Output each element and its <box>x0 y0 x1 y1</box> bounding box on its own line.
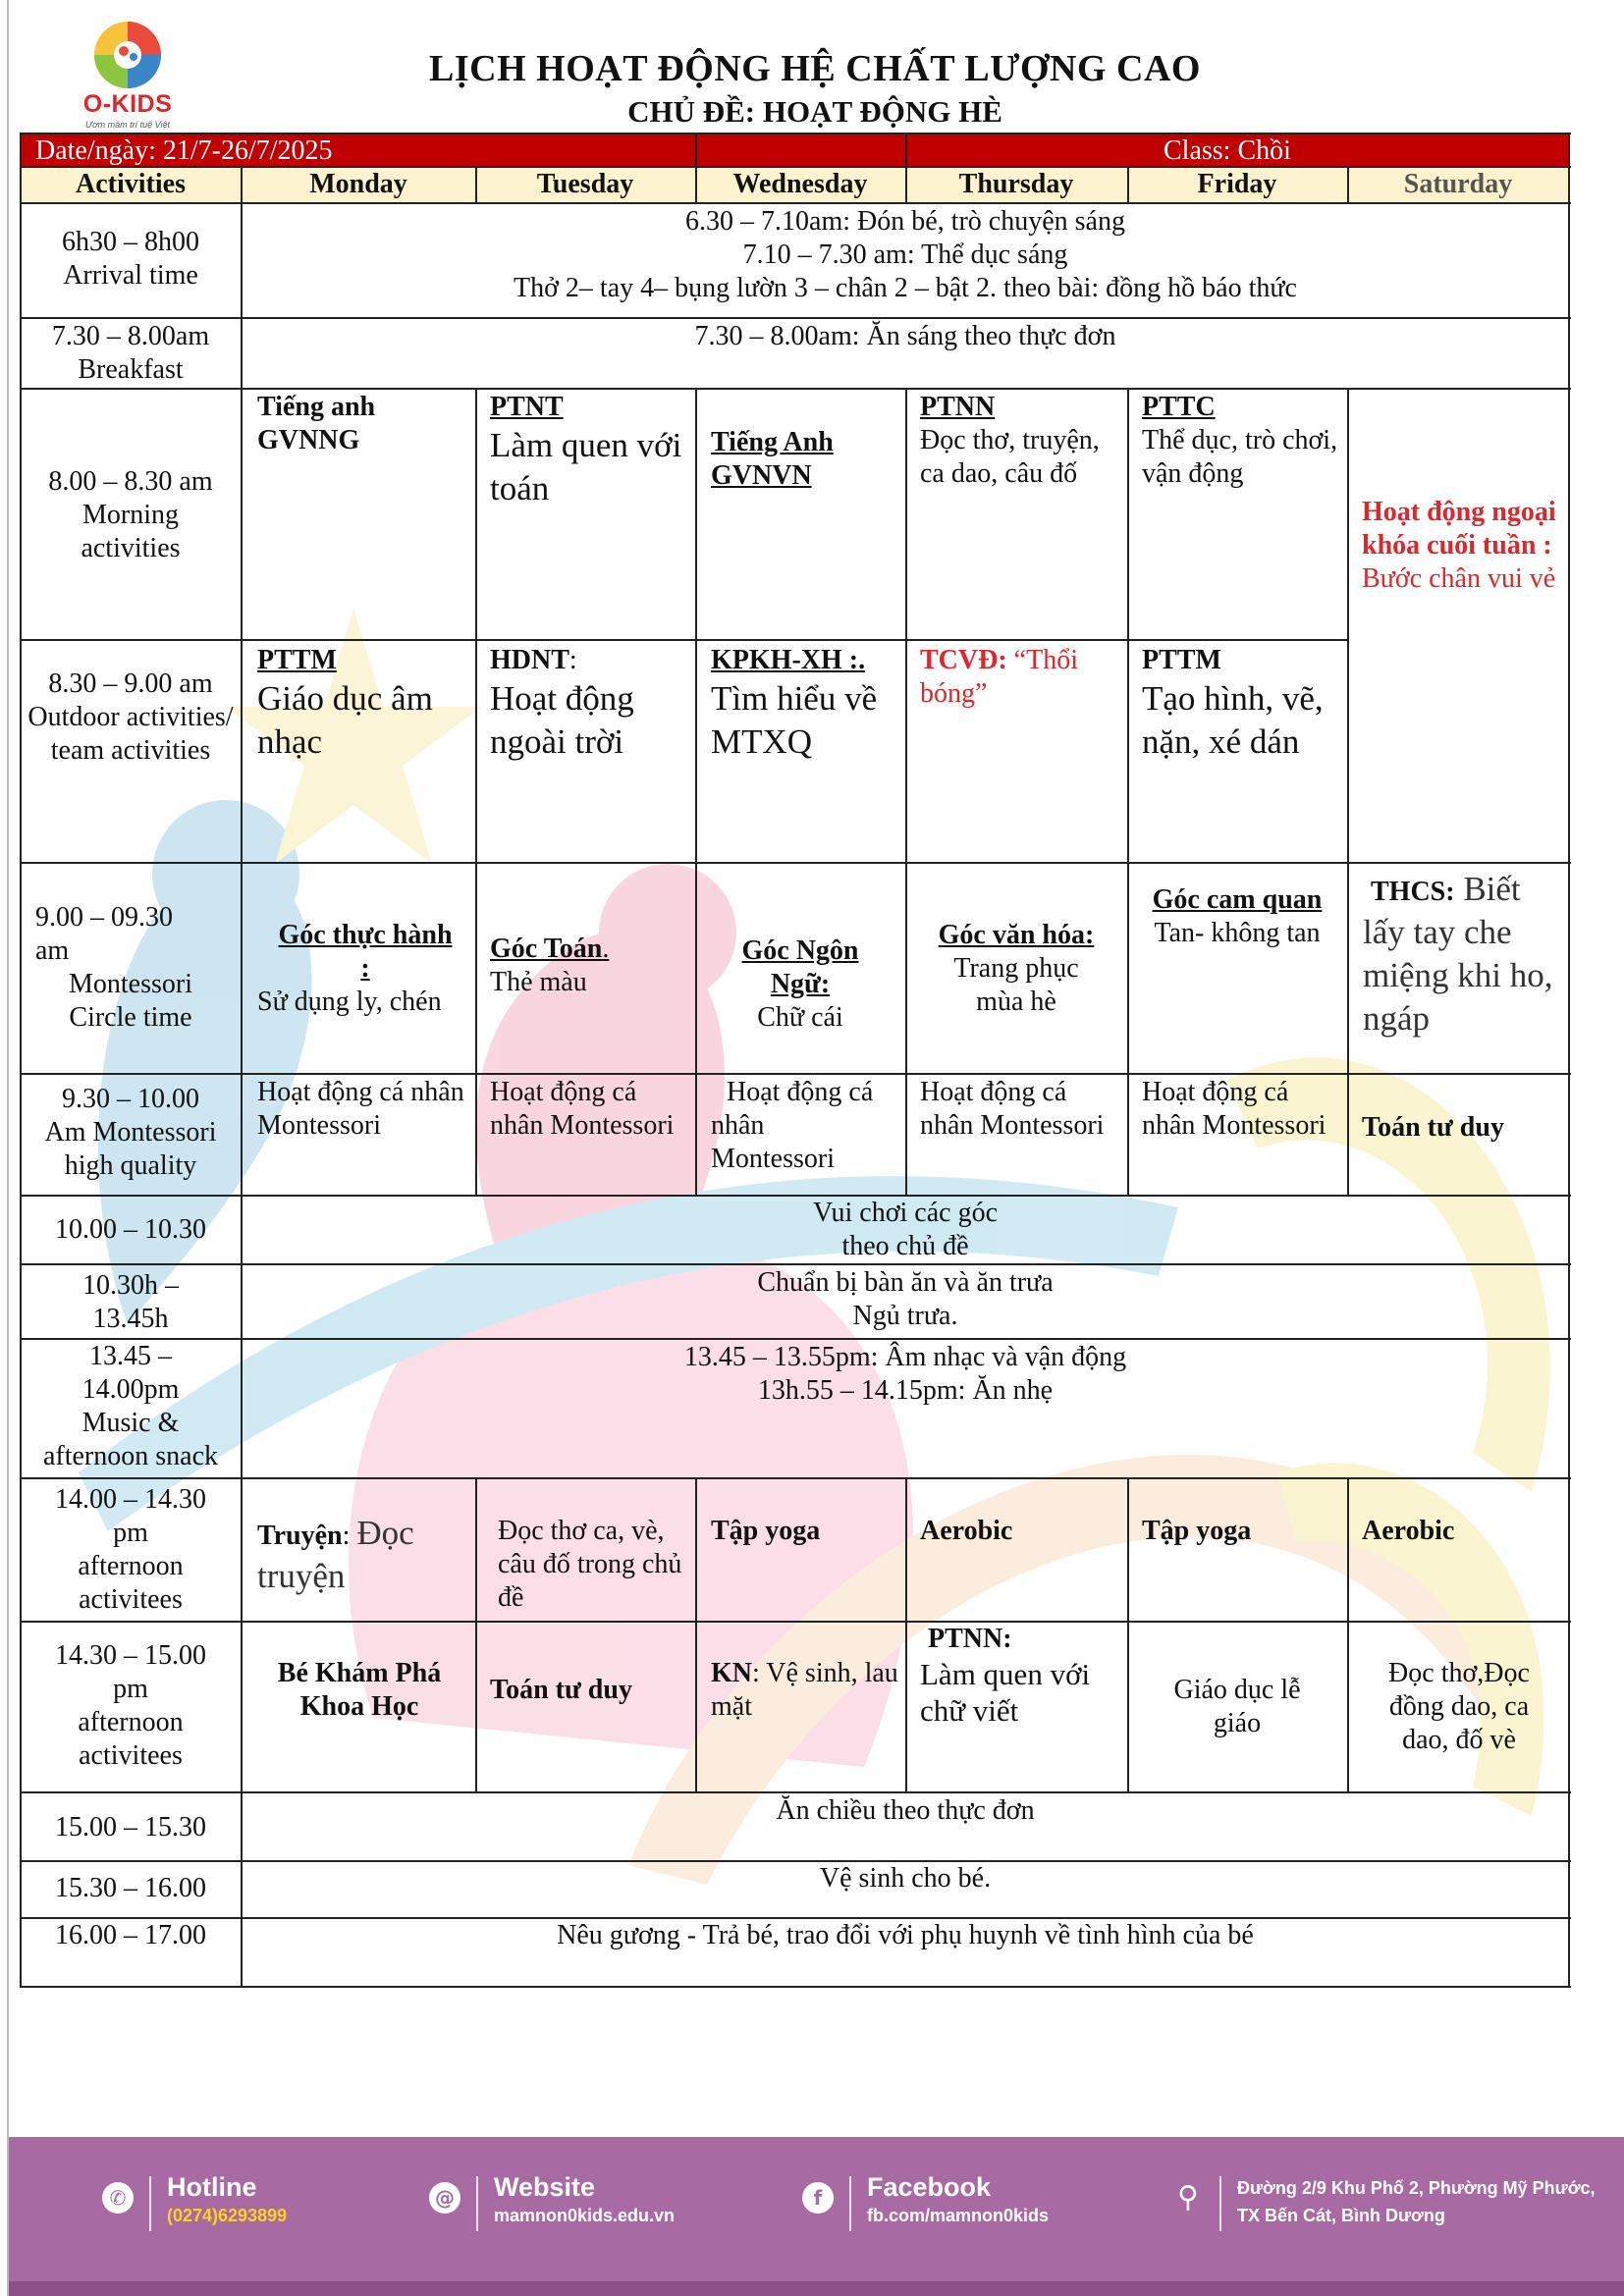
morning-friday-head: PTTC <box>1142 392 1216 422</box>
breakfast-content: 7.30 – 8.00am: Ăn sáng theo thực đơn <box>694 321 1116 351</box>
logo-mark-icon <box>69 18 187 96</box>
okids-logo <box>69 18 187 133</box>
outdoor-tuesday-colon: : <box>568 645 577 675</box>
phone-icon: ✆ <box>102 2182 134 2214</box>
hotline-number[interactable]: (0274)6293899 <box>167 2206 288 2225</box>
grid-line <box>905 388 907 1197</box>
footer-separator <box>476 2176 478 2231</box>
montessori-monday: Hoạt động cá nhân Montessori <box>257 1077 464 1141</box>
circle-saturday-body-first: Biết <box>1454 870 1521 908</box>
play-content <box>244 1197 1567 1263</box>
music-label-1: Music & <box>81 1408 180 1438</box>
circle-label-1: Montessori <box>69 969 192 999</box>
afternoon1-tuesday <box>490 1515 692 1615</box>
arrival-time: 6h30 – 8h00 <box>62 227 199 257</box>
afternoon2-friday: Giáo dục lễ giáo <box>1173 1675 1301 1738</box>
montessori-tuesday: Hoạt động cá nhân Montessori <box>490 1077 675 1141</box>
grid-line <box>20 1860 1571 1862</box>
afternoon1-tuesday-text: Đọc thơ ca, vè, câu đố trong chủ đề <box>498 1516 682 1613</box>
at-sign-icon: @ <box>429 2182 460 2214</box>
lunch-time <box>22 1269 240 1336</box>
afternoon1-saturday: Aerobic <box>1362 1516 1455 1546</box>
music-label-2: afternoon snack <box>42 1441 219 1471</box>
circle-thursday <box>907 919 1125 1019</box>
arrival-line-1: 6.30 – 7.10am: Đón bé, trò chuyện sáng <box>685 206 1125 237</box>
address-line-2: TX Bến Cát, Bình Dương <box>1237 2206 1445 2225</box>
grid-line <box>1347 1477 1349 1793</box>
grid-line <box>1127 1477 1129 1793</box>
arrival-line-3: Thở 2– tay 4– bụng lườn 3 – chân 2 – bật 2. theo bài: đồng hồ báo thức <box>514 273 1297 303</box>
grid-line <box>20 1791 1571 1793</box>
grid-line <box>20 639 1347 641</box>
lunch-time-2: 13.45h <box>92 1304 169 1334</box>
afternoon2-thursday <box>920 1623 1124 1729</box>
grid-line <box>905 1477 907 1793</box>
morning-tuesday-head: PTNT <box>490 392 564 422</box>
outdoor-friday <box>1142 644 1344 764</box>
circle-monday-body: Sử dụng ly, chén <box>257 987 442 1017</box>
morning-wednesday <box>711 426 903 493</box>
afternoon1-monday-colon: : <box>342 1521 357 1551</box>
breakfast-label: Breakfast <box>78 354 184 385</box>
afternoon1-time-label <box>22 1483 240 1617</box>
afternoon2-saturday: Đọc thơ,Đọc đồng dao, ca dao, đố vè <box>1388 1658 1530 1755</box>
morning-tuesday-body: Làm quen với toán <box>490 426 682 507</box>
afternoon2-time-2: pm <box>113 1674 148 1704</box>
grid-line <box>20 133 1571 134</box>
lunch-content <box>244 1266 1567 1333</box>
circle-wednesday-body: Chữ cái <box>757 1002 843 1033</box>
circle-saturday <box>1363 868 1567 1041</box>
snack-time: 15.00 – 15.30 <box>55 1812 206 1842</box>
facebook-label: Facebook <box>867 2172 992 2202</box>
col-saturday: Saturday <box>1403 169 1513 199</box>
weekend-extracurricular-head: Hoạt động ngoại khóa cuối tuần : <box>1362 497 1556 561</box>
grid-line <box>20 1073 1571 1075</box>
circle-monday <box>257 919 473 1019</box>
afternoon1-label-1: afternoon <box>78 1551 184 1581</box>
afternoon2-monday: Bé Khám Phá Khoa Học <box>277 1658 442 1722</box>
circle-tuesday-body: Thẻ màu <box>490 967 587 997</box>
afternoon2-time-label <box>22 1639 240 1773</box>
montessori-wednesday-line2: nhân <box>711 1110 765 1141</box>
footer-bottom-strip <box>9 2281 1624 2296</box>
grid-line <box>695 1477 697 1793</box>
morning-wednesday-line1: Tiếng Anh <box>711 427 834 457</box>
afternoon1-time-2: pm <box>113 1518 148 1548</box>
afternoon1-label-2: activitees <box>79 1584 183 1615</box>
morning-monday <box>257 391 473 457</box>
montessori-time-label <box>22 1083 240 1183</box>
circle-friday <box>1129 883 1345 950</box>
website-url[interactable]: mamnon0kids.edu.vn <box>494 2206 676 2225</box>
grid-line <box>20 388 1571 390</box>
circle-am: am <box>35 935 70 966</box>
morning-thursday <box>920 391 1124 491</box>
arrival-content <box>244 205 1567 305</box>
morning-label-2: activities <box>81 533 181 563</box>
hotline-label: Hotline <box>167 2172 257 2202</box>
arrival-time-label <box>22 226 240 293</box>
morning-time: 8.00 – 8.30 am <box>48 466 213 497</box>
website-label: Website <box>494 2172 596 2202</box>
address-line-1: Đường 2/9 Khu Phố 2, Phường Mỹ Phước, <box>1237 2178 1596 2198</box>
footer <box>9 2137 1624 2281</box>
col-activities: Activities <box>76 169 186 199</box>
circle-monday-head: Góc thực hành <box>278 920 453 950</box>
circle-tuesday-head: Góc Toán <box>490 934 603 964</box>
montessori-time: 9.30 – 10.00 <box>62 1084 199 1114</box>
facebook-icon: f <box>802 2182 834 2214</box>
grid-line <box>20 862 1571 864</box>
class-name: Class: Chồi <box>1164 135 1291 166</box>
outdoor-thursday <box>920 644 1124 711</box>
grid-line <box>475 388 477 1197</box>
weekend-extracurricular <box>1362 496 1566 596</box>
grid-line <box>241 166 243 1988</box>
breakfast-time: 7.30 – 8.00am <box>51 321 210 351</box>
montessori-friday: Hoạt động cá nhân Montessori <box>1142 1077 1326 1141</box>
grid-line <box>695 388 697 1197</box>
afternoon2-wednesday-body: : Vệ sinh, lau mặt <box>711 1658 898 1722</box>
grid-line <box>20 1917 1571 1919</box>
montessori-wednesday <box>711 1076 903 1176</box>
grid-line <box>20 166 1571 168</box>
afternoon1-monday <box>257 1512 473 1598</box>
afternoon1-time-1: 14.00 – 14.30 <box>55 1484 206 1515</box>
footer-facebook[interactable] <box>802 2172 1057 2235</box>
outdoor-label: Outdoor activities/ team activities <box>27 702 234 766</box>
date-range: Date/ngày: 21/7-26/7/2025 <box>35 135 333 166</box>
morning-thursday-body: Đọc thơ, truyện, ca dao, câu đố <box>920 425 1100 489</box>
pickup-content: Nêu gương - Trả bé, trao đổi với phụ huynh về tình hình của bé <box>557 1920 1254 1950</box>
circle-saturday-head: THCS: <box>1371 877 1455 907</box>
page-title: LỊCH HOẠT ĐỘNG HỆ CHẤT LƯỢNG CAO <box>429 48 1201 89</box>
morning-time-label <box>22 465 240 565</box>
lunch-line-2: Ngủ trưa. <box>852 1301 958 1331</box>
outdoor-tuesday-head: HDNT <box>490 645 569 675</box>
outdoor-thursday-head: TCVĐ: <box>920 645 1007 675</box>
arrival-label: Arrival time <box>63 260 198 291</box>
afternoon1-friday: Tập yoga <box>1142 1516 1252 1546</box>
footer-separator <box>1219 2176 1221 2231</box>
circle-label-2: Circle time <box>69 1002 192 1033</box>
afternoon1-monday-body: Đọc truyện <box>257 1514 414 1595</box>
location-pin-icon: ⚲ <box>1177 2180 1199 2215</box>
grid-line <box>20 317 1571 319</box>
facebook-url[interactable]: fb.com/mamnon0kids <box>867 2206 1050 2225</box>
weekend-extracurricular-body: Bước chân vui vẻ <box>1362 563 1556 594</box>
grid-line <box>20 1263 1571 1265</box>
logo-tagline: Ươm mầm trí tuệ Việt <box>85 120 170 130</box>
circle-time: 9.00 – 09.30 <box>35 902 173 933</box>
morning-friday-body: Thể dục, trò chơi, vận động <box>1142 425 1338 489</box>
outdoor-wednesday <box>711 644 903 764</box>
montessori-saturday: Toán tư duy <box>1362 1112 1504 1143</box>
afternoon2-wednesday-head: KN <box>711 1658 752 1688</box>
grid-line <box>20 133 22 1988</box>
afternoon2-tuesday: Toán tư duy <box>490 1675 632 1705</box>
circle-tuesday-dot: . <box>602 934 610 964</box>
circle-wednesday <box>697 934 903 1035</box>
grid-line <box>20 1195 1571 1197</box>
grid-line <box>1347 388 1349 1197</box>
footer-separator <box>849 2176 851 2231</box>
footer-hotline[interactable] <box>102 2172 357 2235</box>
circle-thursday-body: Trang phục mùa hè <box>953 953 1079 1017</box>
montessori-wednesday-line1: Hoạt động cá <box>727 1077 874 1107</box>
circle-friday-head: Góc cam quan <box>1152 884 1323 915</box>
col-friday: Friday <box>1197 169 1277 199</box>
grid-line <box>20 1621 1571 1623</box>
page-subtitle: CHỦ ĐỀ: HOẠT ĐỘNG HÈ <box>627 94 1002 129</box>
info-bar <box>20 133 1569 167</box>
grid-line <box>1568 133 1570 1988</box>
arrival-line-2: 7.10 – 7.30 am: Thể dục sáng <box>742 240 1068 270</box>
outdoor-thursday-body: “Thổi bóng” <box>920 645 1078 709</box>
hygiene-time: 15.30 – 16.00 <box>55 1873 206 1903</box>
circle-wednesday-head-2: Ngữ: <box>770 969 831 999</box>
morning-label-1: Morning <box>82 500 179 530</box>
grid-line <box>20 1338 1571 1340</box>
music-line-1: 13.45 – 13.55pm: Âm nhạc và vận động <box>683 1342 1127 1372</box>
morning-thursday-head: PTNN <box>920 392 996 422</box>
grid-line <box>20 1986 1571 1988</box>
footer-website[interactable] <box>429 2172 684 2235</box>
hygiene-content: Vệ sinh cho bé. <box>819 1863 992 1894</box>
logo-text: O-KIDS <box>82 90 173 118</box>
circle-friday-body: Tan- không tan <box>1154 918 1321 948</box>
afternoon2-label-2: activitees <box>79 1740 183 1771</box>
footer-address <box>1172 2176 1604 2235</box>
afternoon2-time-1: 14.30 – 15.00 <box>55 1640 206 1671</box>
play-line-1: Vui chơi các góc <box>812 1198 999 1228</box>
afternoon1-thursday: Aerobic <box>920 1516 1013 1546</box>
afternoon2-thursday-body: Làm quen với chữ viết <box>920 1657 1091 1728</box>
outdoor-wednesday-head: KPKH-XH :. <box>711 645 866 675</box>
lunch-time-1: 10.30h – <box>82 1270 179 1301</box>
afternoon2-thursday-head: PTNN: <box>928 1624 1012 1654</box>
outdoor-monday <box>257 644 473 764</box>
col-wednesday: Wednesday <box>732 169 868 199</box>
grid-line <box>20 1477 1571 1479</box>
play-line-2: theo chủ đề <box>841 1231 969 1261</box>
afternoon1-monday-head: Truyện <box>257 1521 343 1551</box>
afternoon2-label-1: afternoon <box>78 1707 184 1737</box>
morning-friday <box>1142 391 1344 491</box>
montessori-label-2: high quality <box>64 1150 197 1181</box>
outdoor-tuesday <box>490 644 692 764</box>
music-time-label <box>22 1340 240 1473</box>
outdoor-time-label <box>22 667 240 768</box>
breakfast-time-label <box>22 320 240 387</box>
outdoor-tuesday-body: Hoạt động ngoài trời <box>490 679 634 761</box>
col-tuesday: Tuesday <box>536 169 634 199</box>
col-thursday: Thursday <box>958 169 1074 199</box>
music-time-2: 14.00pm <box>81 1374 180 1405</box>
circle-time-label <box>35 901 240 1035</box>
lunch-line-1: Chuẩn bị bàn ăn và ăn trưa <box>757 1267 1054 1298</box>
montessori-thursday: Hoạt động cá nhân Montessori <box>920 1077 1105 1141</box>
circle-tuesday <box>490 933 692 999</box>
play-time: 10.00 – 10.30 <box>55 1214 206 1245</box>
afternoon1-wednesday: Tập yoga <box>711 1516 821 1546</box>
montessori-label-1: Am Montessori <box>44 1117 217 1148</box>
col-monday: Monday <box>309 169 407 199</box>
morning-monday-line1: Tiếng anh <box>257 392 376 422</box>
grid-line <box>475 1477 477 1793</box>
morning-monday-line2: GVNNG <box>257 425 360 455</box>
music-line-2: 13h.55 – 14.15pm: Ăn nhẹ <box>757 1375 1054 1406</box>
outdoor-friday-body: Tạo hình, vẽ, nặn, xé dán <box>1142 679 1324 761</box>
pickup-time: 16.00 – 17.00 <box>55 1920 206 1950</box>
outdoor-time: 8.30 – 9.00 am <box>48 668 213 699</box>
circle-thursday-head: Góc văn hóa: <box>938 920 1095 950</box>
music-time-1: 13.45 – <box>89 1341 172 1371</box>
morning-wednesday-line2: GVNVN <box>711 460 812 491</box>
circle-saturday-body: lấy tay che miệng khi ho, ngáp <box>1363 913 1553 1038</box>
grid-line <box>20 202 1571 204</box>
outdoor-monday-body: Giáo dục âm nhạc <box>257 679 433 761</box>
snack-content: Ăn chiều theo thực đơn <box>776 1795 1035 1826</box>
circle-monday-colon: : <box>360 953 370 984</box>
morning-tuesday <box>490 391 692 510</box>
circle-wednesday-head-1: Góc Ngôn <box>741 935 859 966</box>
outdoor-monday-head: PTTM <box>257 645 337 675</box>
outdoor-friday-head: PTTM <box>1142 645 1221 675</box>
footer-separator <box>149 2176 151 2231</box>
afternoon2-wednesday <box>711 1657 903 1724</box>
grid-line <box>1127 388 1129 1197</box>
outdoor-wednesday-body: Tìm hiểu về MTXQ <box>711 679 878 761</box>
montessori-wednesday-line3: Montessori <box>711 1144 835 1174</box>
music-content <box>244 1341 1567 1408</box>
